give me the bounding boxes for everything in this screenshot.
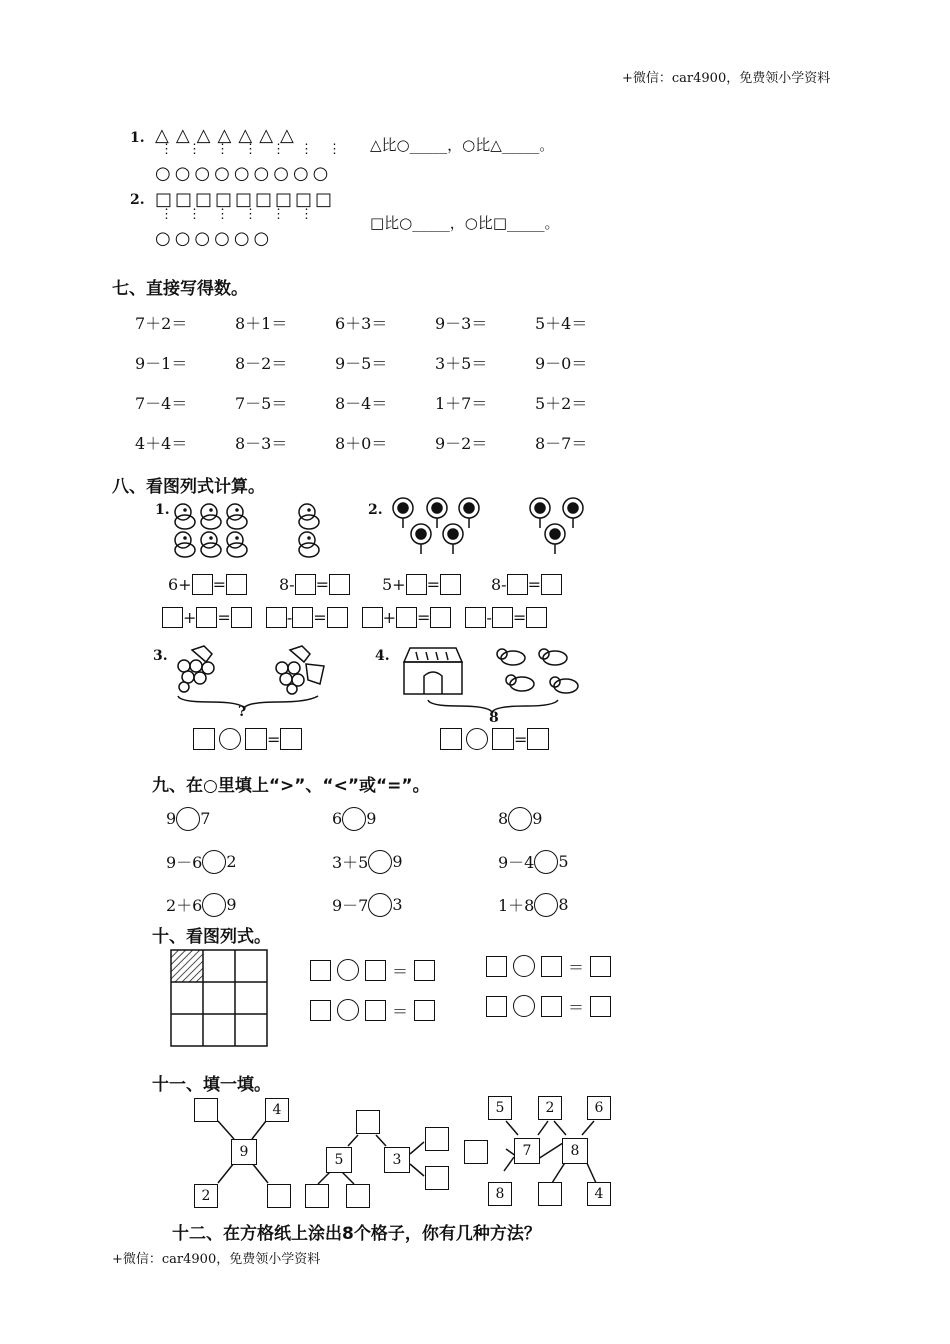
arith-row xyxy=(135,422,635,462)
equals-sign: = xyxy=(313,608,327,627)
blank-box[interactable] xyxy=(194,1098,218,1122)
arith-item: 7－5＝ xyxy=(235,393,288,413)
section-10-equations-left xyxy=(310,950,435,1030)
formula-row-1 xyxy=(168,574,562,595)
minus-sign: - xyxy=(486,608,492,627)
answer-box[interactable] xyxy=(486,996,507,1017)
number-box: 5 xyxy=(326,1147,352,1173)
compare-item: 3＋5 9 xyxy=(332,850,498,874)
equals-sign: = xyxy=(512,608,527,627)
chick-icon xyxy=(175,504,195,529)
chick-icon xyxy=(175,532,195,557)
equals-sign: ＝ xyxy=(568,957,585,977)
section-10-title: 十、看图列式。 xyxy=(152,927,271,947)
arith-item: 8－7＝ xyxy=(535,433,588,453)
arith-item: 8＋1＝ xyxy=(235,313,288,333)
question-mark: ? xyxy=(238,704,247,720)
problem-2-number: 2. xyxy=(130,192,145,208)
equals-sign: = xyxy=(514,729,528,749)
circle-row-2: ○○○○○○ xyxy=(155,228,274,249)
chick-icon xyxy=(299,532,319,557)
center-number-box: 9 xyxy=(231,1139,257,1165)
answer-box[interactable] xyxy=(295,574,316,595)
blank-box[interactable] xyxy=(464,1140,488,1164)
answer-box[interactable] xyxy=(310,960,331,981)
equals-sign: = xyxy=(267,729,281,749)
arith-item: 5＋4＝ xyxy=(535,313,588,333)
circle-row-1: ○○○○○○○○○ xyxy=(155,163,333,184)
formula-row-3 xyxy=(193,728,302,750)
answer-box[interactable] xyxy=(590,996,611,1017)
compare-item: 9－4 5 xyxy=(498,850,664,874)
compare-circle[interactable] xyxy=(534,893,558,917)
operator-circle[interactable] xyxy=(466,728,488,750)
compare-item: 2＋6 9 xyxy=(166,893,332,917)
compare-circle[interactable] xyxy=(368,893,392,917)
flower-icon xyxy=(459,498,479,528)
equals-sign: = xyxy=(315,575,329,594)
operator-circle[interactable] xyxy=(513,955,535,977)
answer-box[interactable] xyxy=(245,728,267,750)
equals-sign: ＝ xyxy=(568,997,585,1017)
operator-circle[interactable] xyxy=(337,999,359,1021)
operator-circle[interactable] xyxy=(219,728,241,750)
number-box: 5 xyxy=(488,1096,512,1120)
page-footer: +微信：car4900，免费领小学资料 xyxy=(112,1252,321,1267)
answer-box[interactable] xyxy=(396,607,417,628)
compare-item: 6 9 xyxy=(332,807,498,831)
arith-row xyxy=(135,342,635,382)
compare-item: 1＋8 8 xyxy=(498,893,664,917)
number-box: 8 xyxy=(562,1138,588,1164)
compare-circle[interactable] xyxy=(534,850,558,874)
plus-sign: + xyxy=(382,608,397,627)
answer-box[interactable] xyxy=(492,728,514,750)
number-box: 7 xyxy=(514,1138,540,1164)
arith-item: 4＋4＝ xyxy=(135,433,188,453)
flower-icon xyxy=(427,498,447,528)
answer-box[interactable] xyxy=(590,956,611,977)
flower-icon xyxy=(393,498,413,528)
answer-box[interactable] xyxy=(486,956,507,977)
problem-1-text: △比○_____，○比△_____。 xyxy=(370,136,555,154)
blank-box[interactable] xyxy=(425,1166,449,1190)
compare-circle[interactable] xyxy=(176,807,200,831)
answer-box[interactable] xyxy=(292,607,313,628)
chick-icon xyxy=(299,504,319,529)
blank-box[interactable] xyxy=(305,1184,329,1208)
section-11-title: 十一、填一填。 xyxy=(152,1075,271,1095)
grapes-picture xyxy=(170,644,340,714)
flower-icon xyxy=(530,498,550,528)
number-box: 2 xyxy=(194,1184,218,1208)
answer-box[interactable] xyxy=(192,574,213,595)
arith-item: 7－4＝ xyxy=(135,393,188,413)
answer-box[interactable] xyxy=(440,728,462,750)
minus-sign: - xyxy=(286,608,293,627)
equals-sign: = xyxy=(217,608,231,627)
compare-circle[interactable] xyxy=(368,850,392,874)
answer-box[interactable] xyxy=(327,607,348,628)
arith-item: 9－3＝ xyxy=(435,313,488,333)
chick-icon xyxy=(201,504,221,529)
compare-item: 9－6 2 xyxy=(166,850,332,874)
page-header: +微信：car4900，免费领小学资料 xyxy=(622,71,831,86)
arith-item: 8－3＝ xyxy=(235,433,288,453)
blank-box[interactable] xyxy=(356,1110,380,1134)
dog-icon xyxy=(550,677,578,693)
arith-item: 9－5＝ xyxy=(335,353,388,373)
chick-icon xyxy=(227,532,247,557)
section-9-title: 九、在○里填上“>”、“<”或“=”。 xyxy=(152,776,430,796)
compare-grid xyxy=(166,797,664,926)
answer-box[interactable] xyxy=(507,574,528,595)
flowers-picture xyxy=(385,496,605,556)
number-box: 3 xyxy=(384,1147,410,1173)
answer-box[interactable] xyxy=(430,607,451,628)
equals-sign: = xyxy=(417,608,431,627)
equals-sign: ＝ xyxy=(392,1001,409,1021)
problem-1-number: 1. xyxy=(130,130,145,146)
answer-box[interactable] xyxy=(440,574,461,595)
section-12-title: 十二、在方格纸上涂出8个格子，你有几种方法？ xyxy=(172,1224,541,1244)
blank-box[interactable] xyxy=(267,1184,291,1208)
compare-circle[interactable] xyxy=(342,807,366,831)
section-10-equations-right xyxy=(486,946,611,1026)
compare-circle[interactable] xyxy=(508,807,532,831)
answer-box[interactable] xyxy=(362,607,383,628)
house-icon xyxy=(404,648,462,694)
arith-item: 8－2＝ xyxy=(235,353,288,373)
chick-icon xyxy=(227,504,247,529)
blank-box[interactable] xyxy=(346,1184,370,1208)
picture-1-number: 1. xyxy=(155,502,170,518)
arith-item: 9－0＝ xyxy=(535,353,588,373)
answer-box[interactable] xyxy=(162,607,183,628)
compare-item: 8 9 xyxy=(498,807,664,831)
answer-box[interactable] xyxy=(541,574,562,595)
equals-sign: ＝ xyxy=(392,961,409,981)
answer-box[interactable] xyxy=(465,607,486,628)
picture-2-number: 2. xyxy=(368,502,383,518)
formula-row-2 xyxy=(162,607,547,628)
number-box: 4 xyxy=(587,1182,611,1206)
answer-box[interactable] xyxy=(365,960,386,981)
number-box: 6 xyxy=(587,1096,611,1120)
picture-3-number: 3. xyxy=(153,648,168,664)
arith-item: 5＋2＝ xyxy=(535,393,588,413)
arith-item: 8－4＝ xyxy=(335,393,388,413)
answer-box[interactable] xyxy=(226,574,247,595)
formula-row-4 xyxy=(440,728,549,750)
dotted-lines-row-1: ⋮⋮⋮⋮⋮⋮⋮ xyxy=(160,142,356,157)
dog-icon xyxy=(539,649,567,665)
plus-sign: + xyxy=(183,608,197,627)
compare-item: 9－7 3 xyxy=(332,893,498,917)
formula-prefix: 8- xyxy=(491,575,507,594)
section-7-title: 七、直接写得数。 xyxy=(112,279,248,299)
house-dogs-picture xyxy=(398,644,588,714)
compare-circle[interactable] xyxy=(202,893,226,917)
dotted-lines-row-2: ⋮⋮⋮⋮⋮⋮ xyxy=(160,207,328,222)
answer-box[interactable] xyxy=(193,728,215,750)
answer-box[interactable] xyxy=(231,607,252,628)
formula-prefix: 6+ xyxy=(168,575,192,594)
answer-box[interactable] xyxy=(406,574,427,595)
total-eight: 8 xyxy=(489,710,499,726)
arith-row xyxy=(135,382,635,422)
equals-sign: = xyxy=(426,575,440,594)
arith-row xyxy=(135,302,635,342)
flower-icon xyxy=(563,498,583,528)
shaded-cell xyxy=(171,950,203,982)
answer-box[interactable] xyxy=(196,607,217,628)
answer-box[interactable] xyxy=(541,996,562,1017)
answer-box[interactable] xyxy=(310,1000,331,1021)
flower-icon xyxy=(545,524,565,554)
answer-box[interactable] xyxy=(414,960,435,981)
arith-item: 9－2＝ xyxy=(435,433,488,453)
flower-icon xyxy=(443,524,463,554)
answer-box[interactable] xyxy=(527,728,549,750)
dog-icon xyxy=(497,649,525,665)
grid-3x3 xyxy=(171,950,267,1046)
answer-box[interactable] xyxy=(492,607,513,628)
answer-box[interactable] xyxy=(329,574,350,595)
arith-item: 3＋5＝ xyxy=(435,353,488,373)
operator-circle[interactable] xyxy=(513,995,535,1017)
answer-box[interactable] xyxy=(266,607,287,628)
dog-icon xyxy=(506,675,534,691)
arithmetic-grid xyxy=(135,302,635,462)
chick-icon xyxy=(201,532,221,557)
triangle-row: △△△△△△△ xyxy=(155,125,301,146)
answer-box[interactable] xyxy=(365,1000,386,1021)
number-box: 2 xyxy=(538,1096,562,1120)
operator-circle[interactable] xyxy=(337,959,359,981)
formula-prefix: 5+ xyxy=(382,575,406,594)
picture-4-number: 4. xyxy=(375,648,390,664)
problem-2-text: □比○_____，○比□_____。 xyxy=(370,214,560,232)
equals-sign: = xyxy=(527,575,541,594)
arith-item: 6＋3＝ xyxy=(335,313,388,333)
arith-item: 9－1＝ xyxy=(135,353,188,373)
blank-box[interactable] xyxy=(538,1182,562,1206)
grape-bunch-icon xyxy=(178,646,214,692)
compare-item: 9 7 xyxy=(166,807,332,831)
flower-icon xyxy=(411,524,431,554)
answer-box[interactable] xyxy=(541,956,562,977)
compare-circle[interactable] xyxy=(202,850,226,874)
section-8-title: 八、看图列式计算。 xyxy=(112,477,265,497)
square-row: □□□□□□□□□ xyxy=(155,189,336,210)
number-box: 4 xyxy=(265,1098,289,1122)
blank-box[interactable] xyxy=(425,1127,449,1151)
equals-sign: = xyxy=(212,575,226,594)
answer-box[interactable] xyxy=(526,607,547,628)
answer-box[interactable] xyxy=(414,1000,435,1021)
arith-item: 8＋0＝ xyxy=(335,433,388,453)
arith-item: 7＋2＝ xyxy=(135,313,188,333)
grape-bunch-icon xyxy=(276,646,324,694)
number-box: 8 xyxy=(488,1182,512,1206)
arith-item: 1＋7＝ xyxy=(435,393,488,413)
formula-prefix: 8- xyxy=(279,575,295,594)
answer-box[interactable] xyxy=(280,728,302,750)
